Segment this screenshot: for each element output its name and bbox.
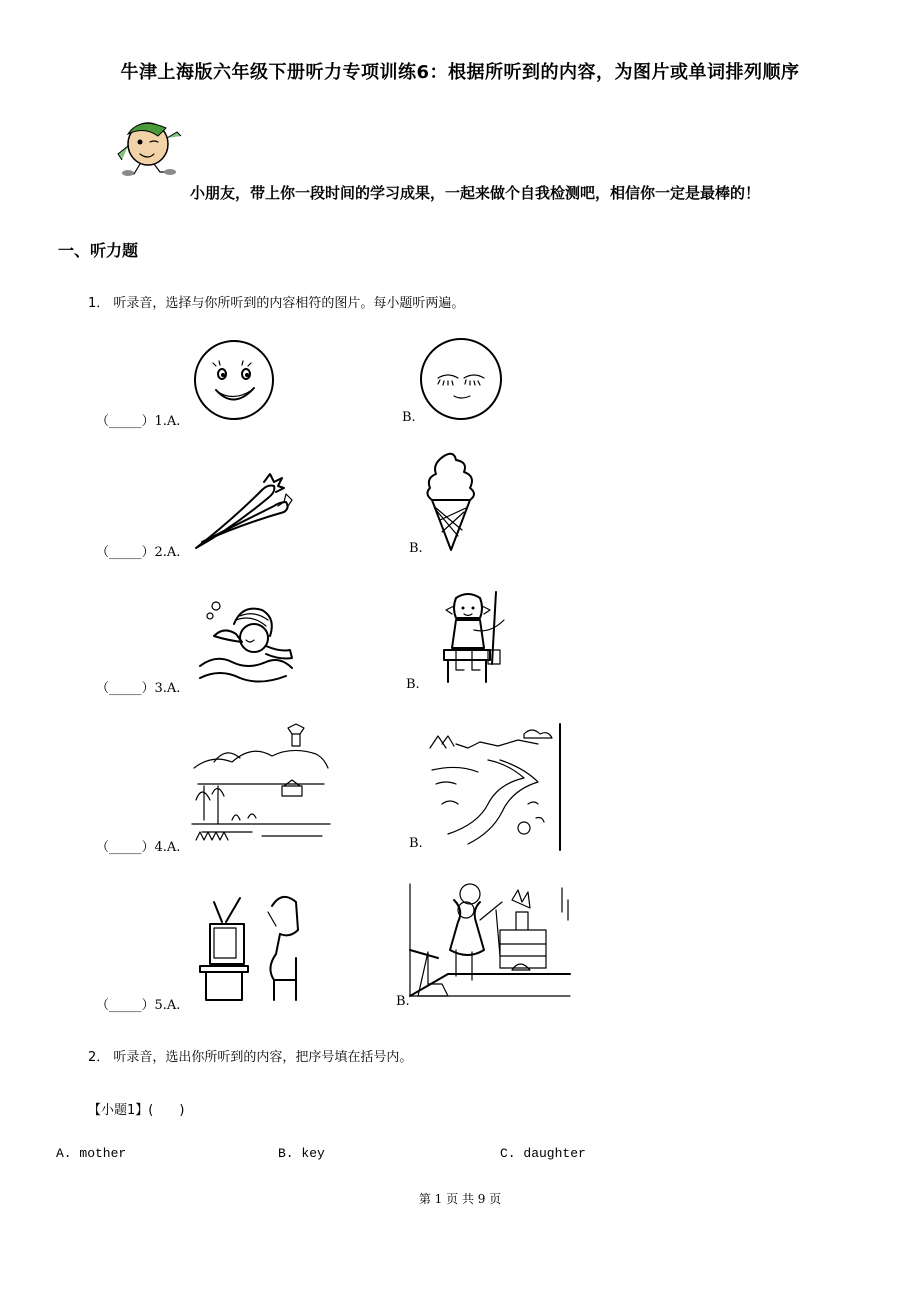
- row-1-b-label: B.: [402, 410, 416, 425]
- row-3-label: （_____）3.A.: [96, 681, 181, 696]
- question-2-text: 2． 听录音，选出你所听到的内容，把序号填在括号内。: [88, 1050, 413, 1065]
- watching-tv-image[interactable]: [196, 888, 316, 1002]
- option-b[interactable]: B. key: [278, 1146, 325, 1161]
- page-footer: 第 1 页 共 9 页: [418, 1192, 502, 1206]
- section-heading: 一、听力题: [58, 241, 139, 260]
- girl-playing-erhu-image[interactable]: [434, 590, 518, 686]
- sleeping-face-image[interactable]: [418, 336, 504, 422]
- row-2-label: （_____）2.A.: [96, 545, 181, 560]
- page-title: 牛津上海版六年级下册听力专项训练6：根据所听到的内容，为图片或单词排列顺序: [120, 62, 800, 83]
- swimming-child-image[interactable]: [196, 596, 296, 690]
- row-4-b-label: B.: [409, 836, 423, 851]
- girl-cleaning-room-image[interactable]: [408, 880, 570, 1008]
- question-1-text: 1． 听录音，选择与你所听到的内容相符的图片。每小题听两遍。: [88, 296, 465, 311]
- mascot-icon: [110, 112, 190, 178]
- row-1-label: （_____）1.A.: [96, 414, 181, 429]
- row-5-b-label: B.: [396, 994, 410, 1009]
- question-2-subquestion: 【小题1】( ): [88, 1103, 185, 1118]
- row-4-label: （_____）4.A.: [96, 840, 181, 855]
- smiling-face-image[interactable]: [192, 338, 276, 422]
- river-landscape-image[interactable]: [428, 724, 562, 850]
- option-c[interactable]: C. daughter: [500, 1146, 586, 1161]
- greeting-text: 小朋友，带上你一段时间的学习成果，一起来做个自我检测吧，相信你一定是最棒的！: [190, 184, 761, 202]
- park-landscape-image[interactable]: [192, 724, 330, 848]
- option-a[interactable]: A. mother: [56, 1146, 127, 1161]
- row-3-b-label: B.: [406, 677, 420, 692]
- chili-peppers-image[interactable]: [192, 468, 296, 554]
- row-5-label: （_____）5.A.: [96, 998, 181, 1013]
- ice-cream-image[interactable]: [424, 450, 478, 552]
- row-2-b-label: B.: [409, 541, 423, 556]
